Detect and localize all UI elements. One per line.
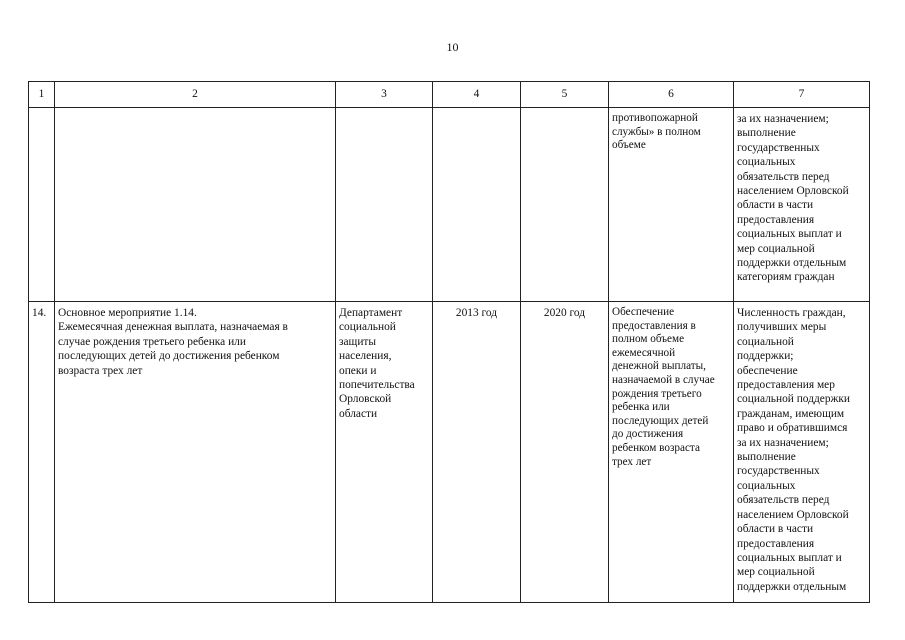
header-cell-4: 4 xyxy=(433,82,521,108)
header-cell-3: 3 xyxy=(336,82,433,108)
header-cell-6: 6 xyxy=(609,82,734,108)
cell-start-year: 2013 год xyxy=(433,302,521,603)
cell-start-year xyxy=(433,108,521,302)
cell-expected-result: Обеспечение предоставления в полном объеме ежемесячной денежной выплаты, назначаемой в случае рождения третьего ребенка или последующих детей до достижения ребенком возраста трех лет xyxy=(609,302,734,603)
cell-executor xyxy=(336,108,433,302)
header-cell-5: 5 xyxy=(521,82,609,108)
cell-number: 14. xyxy=(29,302,55,603)
page-number: 10 xyxy=(446,40,459,54)
header-cell-7: 7 xyxy=(734,82,870,108)
cell-measure-name: Основное мероприятие 1.14. Ежемесячная денежная выплата, назначаемая в случае рождения третьего ребенка или последующих детей до достижения ребенком возраста трех лет xyxy=(55,302,336,603)
cell-indicators: за их назначением; выполнение государственных социальных обязательств перед населением Орловской области в части предоставления социальных выплат и мер социальной поддержки отдельным категориям граждан xyxy=(734,108,870,302)
table-header-row xyxy=(29,82,870,108)
cell-measure-name xyxy=(55,108,336,302)
cell-indicators: Численность граждан, получивших меры социальной поддержки; обеспечение предоставления мер социальной поддержки гражданам, имеющим право и обратившимся за их назначением; выполнение государственных социальных обязательств перед населением Орловской области в части предоставления социальных выплат и мер социальной поддержки отдельным xyxy=(734,302,870,603)
header-cell-2: 2 xyxy=(55,82,336,108)
cell-end-year: 2020 год xyxy=(521,302,609,603)
cell-end-year xyxy=(521,108,609,302)
header-cell-1: 1 xyxy=(29,82,55,108)
cell-executor: Департамент социальной защиты населения, опеки и попечительства Орловской области xyxy=(336,302,433,603)
table-row-continuation xyxy=(29,108,870,302)
cell-expected-result: противопожарной службы» в полном объеме xyxy=(609,108,734,302)
table-row-14 xyxy=(29,302,870,603)
cell-number xyxy=(29,108,55,302)
measures-table xyxy=(28,81,870,603)
